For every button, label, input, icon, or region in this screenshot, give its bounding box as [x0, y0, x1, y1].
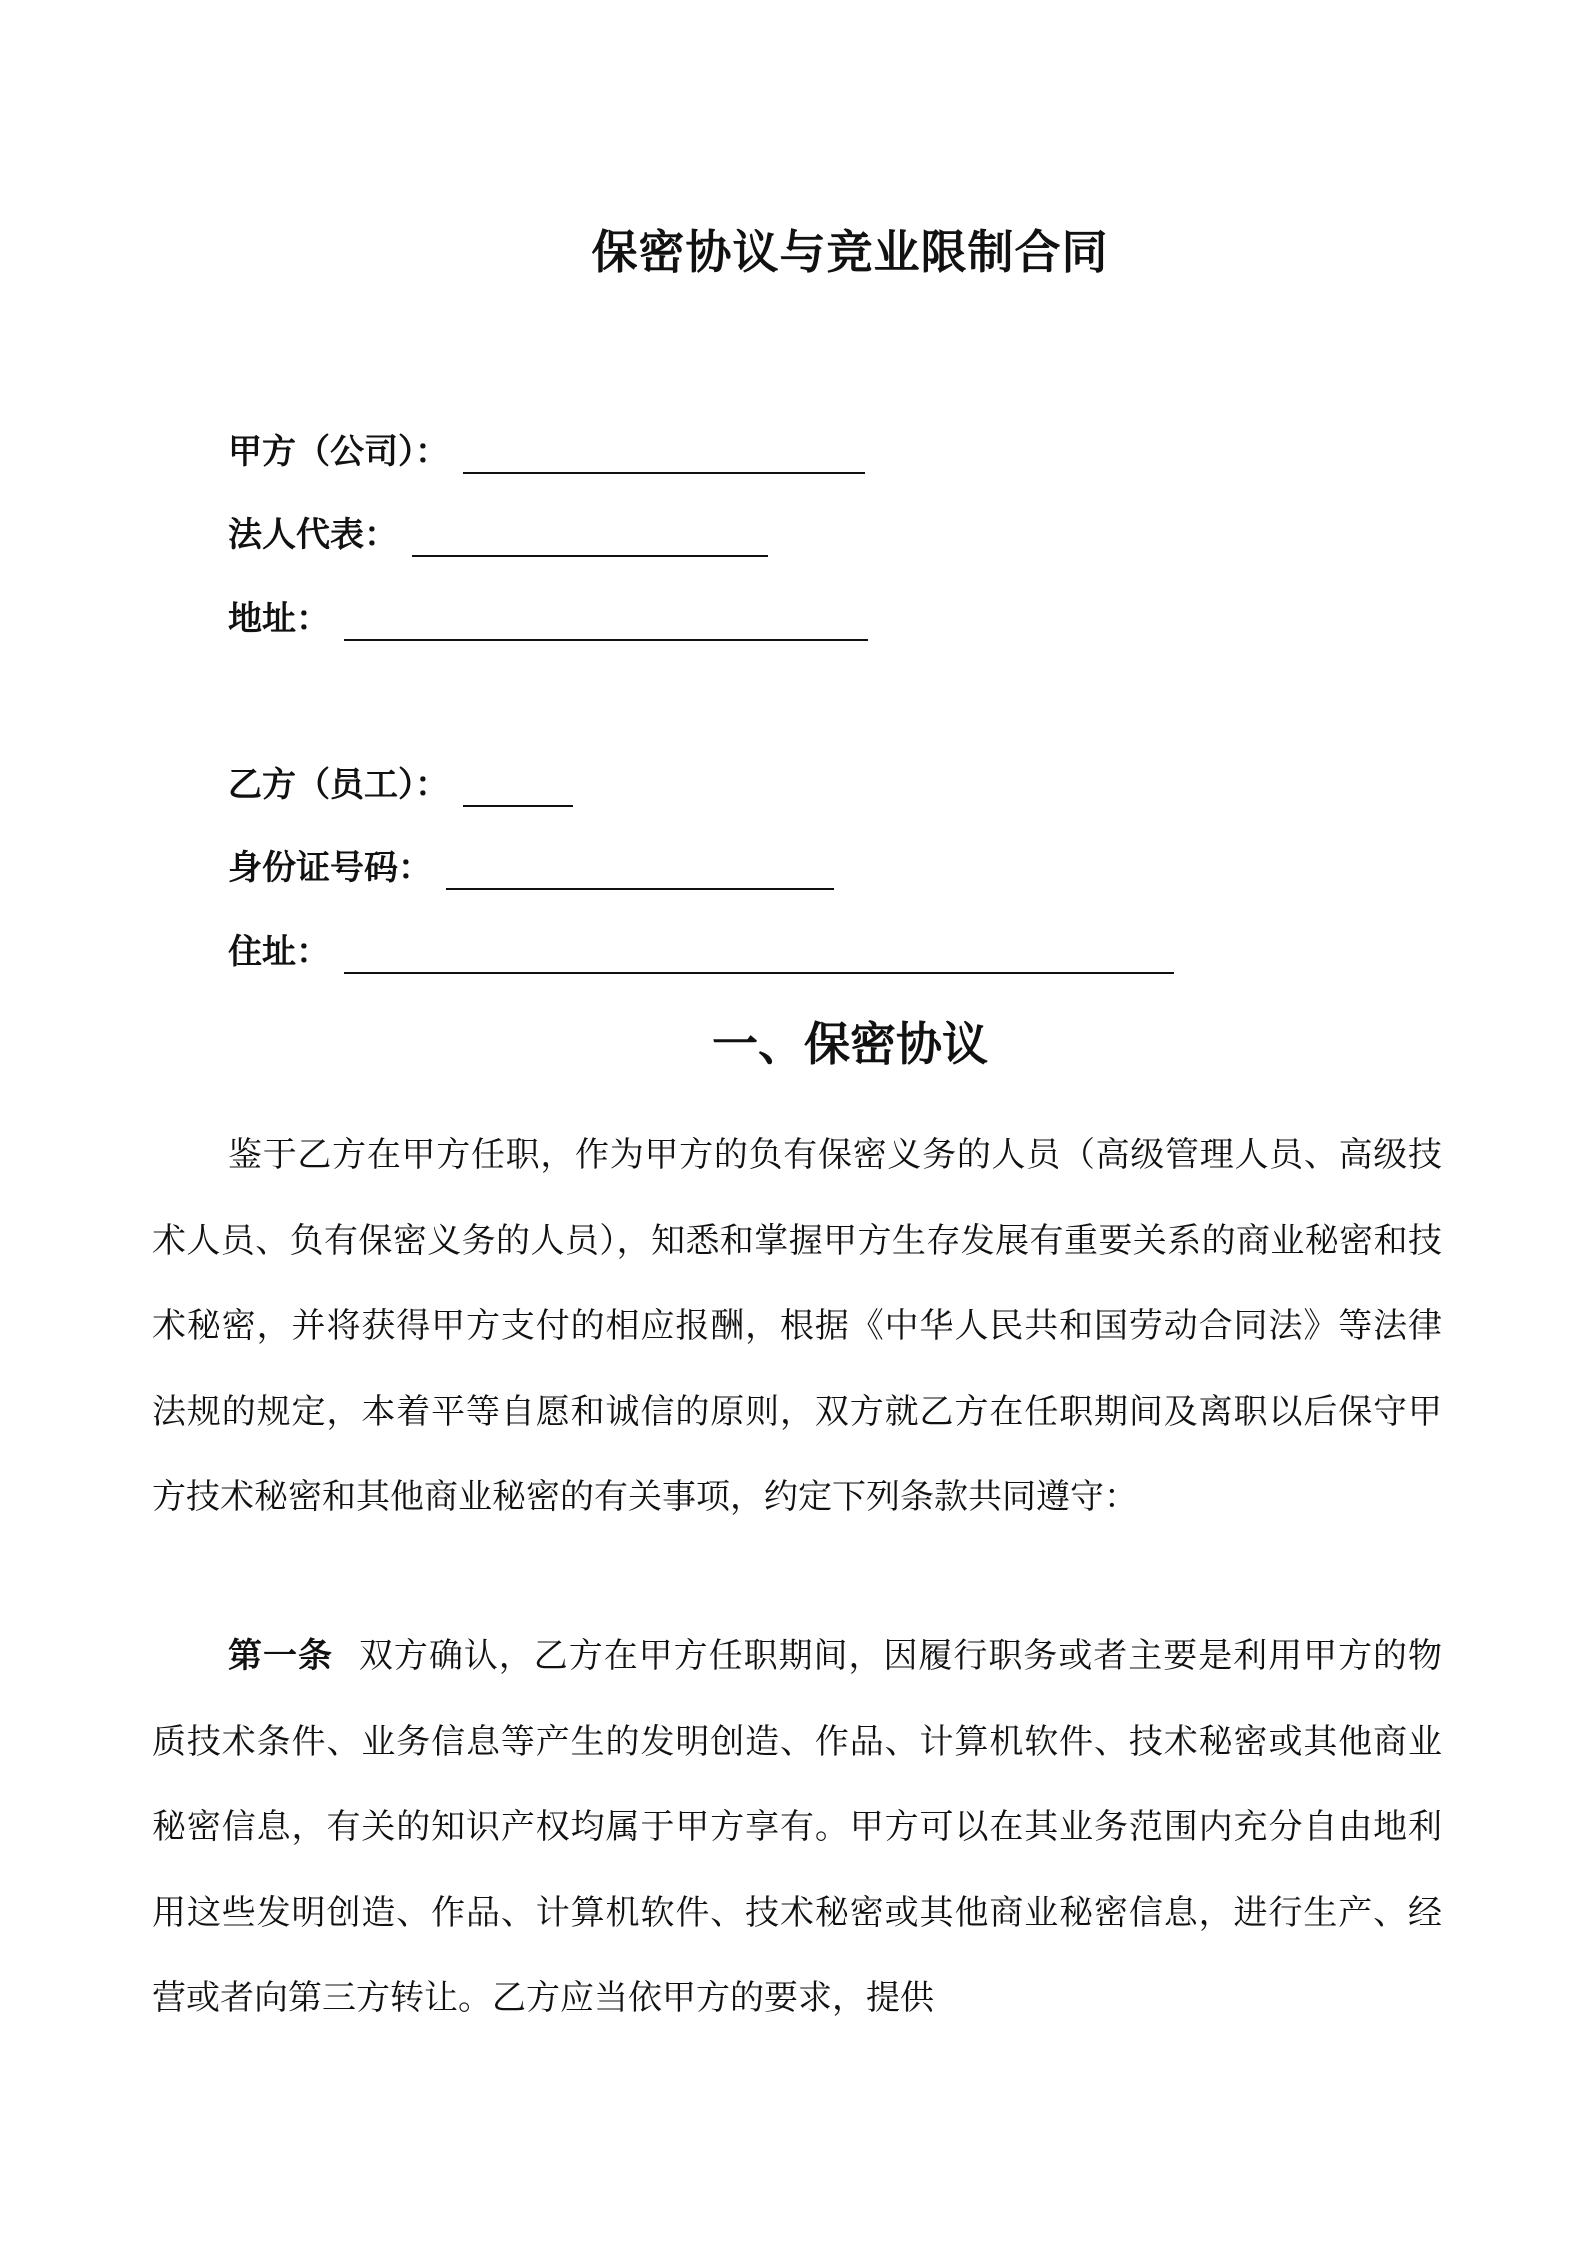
party-b-residence-label: 住址：	[228, 932, 330, 972]
legal-representative-label: 法人代表：	[228, 515, 398, 555]
article-1-label: 第一条	[228, 1636, 333, 1676]
id-number-label: 身份证号码：	[228, 848, 432, 888]
party-b-residence-blank[interactable]	[344, 932, 1174, 974]
section-title-confidentiality: 一、保密协议	[712, 1017, 988, 1071]
party-a-company-field	[228, 414, 865, 474]
article-1-paragraph	[152, 1614, 1442, 2042]
party-b-employee-field	[228, 747, 573, 807]
party-b-employee-label: 乙方（员工）：	[228, 765, 449, 805]
party-a-company-blank[interactable]	[463, 432, 865, 474]
party-a-company-label: 甲方（公司）：	[228, 432, 449, 472]
preamble-paragraph: 鉴于乙方在甲方任职，作为甲方的负有保密义务的人员（高级管理人员、高级技术人员、负有保密义务的人员），知悉和掌握甲方生存发展有重要关系的商业秘密和技术秘密，并将获得甲方支付的相应报酬，根据《中华人民共和国劳动合同法》等法律法规的规定，本着平等自愿和诚信的原则，双方就乙方在任职期间及离职以后保守甲方技术秘密和其他商业秘密的有关事项，约定下列条款共同遵守：	[152, 1135, 1442, 1517]
party-a-address-field	[228, 581, 868, 641]
legal-representative-blank[interactable]	[412, 515, 768, 557]
id-number-field	[228, 830, 834, 890]
party-a-address-label: 地址：	[228, 599, 330, 639]
document-title: 保密协议与竞业限制合同	[591, 225, 1109, 279]
id-number-blank[interactable]	[446, 848, 834, 890]
party-b-residence-field	[228, 914, 1174, 974]
party-b-employee-blank[interactable]	[463, 765, 573, 807]
legal-representative-field	[228, 497, 768, 557]
party-a-address-blank[interactable]	[344, 599, 868, 641]
article-1-text: 双方确认，乙方在甲方任职期间，因履行职务或者主要是利用甲方的物质技术条件、业务信息等产生的发明创造、作品、计算机软件、技术秘密或其他商业秘密信息，有关的知识产权均属于甲方享有。甲方可以在其业务范围内充分自由地利用这些发明创造、作品、计算机软件、技术秘密或其他商业秘密信息，进行生产、经营或者向第三方转让。乙方应当依甲方的要求，提供	[152, 1636, 1443, 2018]
